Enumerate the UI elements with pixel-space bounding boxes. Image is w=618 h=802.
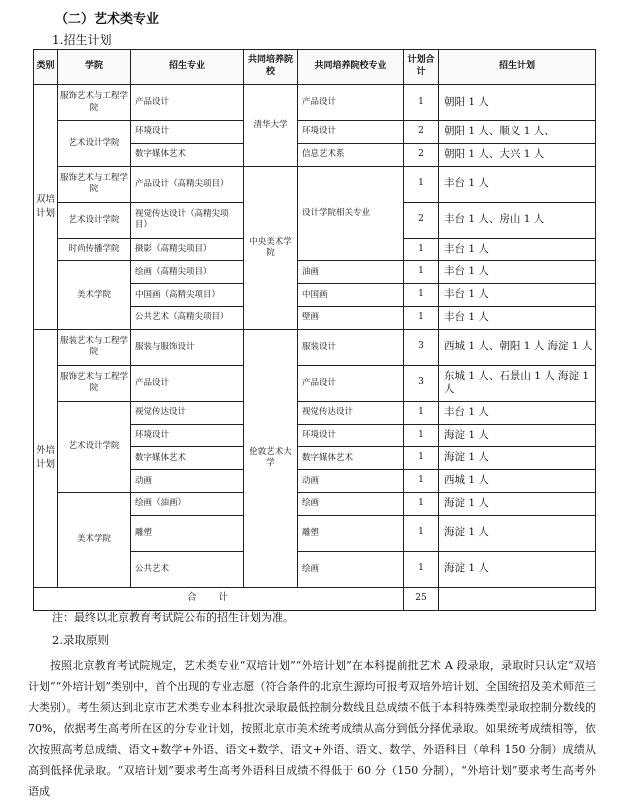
quota-cell: 1 bbox=[404, 515, 439, 551]
table-row bbox=[34, 166, 596, 202]
partner-cell: 伦敦艺术大学 bbox=[244, 329, 298, 587]
college-cell: 艺术设计学院 bbox=[58, 202, 131, 238]
major-cell: 服装与服饰设计 bbox=[131, 329, 244, 365]
college-cell: 服饰艺术与工程学院 bbox=[58, 85, 131, 121]
table-row bbox=[34, 121, 596, 144]
major-cell: 视觉传达设计（高精尖项目） bbox=[131, 202, 244, 238]
total-row bbox=[34, 587, 596, 610]
quota-cell: 1 bbox=[404, 470, 439, 493]
partner-major-cell: 数字媒体艺术 bbox=[298, 447, 404, 470]
major-cell: 数字媒体艺术 bbox=[131, 143, 244, 166]
college-cell: 时尚传播学院 bbox=[58, 238, 131, 261]
partner-cell: 中央美术学院 bbox=[244, 166, 298, 329]
partner-major-cell: 产品设计 bbox=[298, 365, 404, 401]
quota-cell: 2 bbox=[404, 143, 439, 166]
partner-major-cell: 绘画 bbox=[298, 492, 404, 515]
plan-cell: 丰台 1 人、房山 1 人 bbox=[439, 202, 596, 238]
table-row bbox=[34, 329, 596, 365]
total-label: 合计 bbox=[34, 587, 404, 610]
partner-major-cell: 设计学院相关专业 bbox=[298, 166, 404, 261]
header-major: 招生专业 bbox=[131, 50, 244, 85]
major-cell: 中国画（高精尖项目） bbox=[131, 284, 244, 307]
quota-cell: 1 bbox=[404, 306, 439, 329]
table-row bbox=[34, 492, 596, 515]
quota-cell: 1 bbox=[404, 492, 439, 515]
partner-major-cell: 视觉传达设计 bbox=[298, 401, 404, 424]
plan-cell: 丰台 1 人 bbox=[439, 166, 596, 202]
header-partner: 共同培养院校 bbox=[244, 50, 298, 85]
major-cell: 雕塑 bbox=[131, 515, 244, 551]
major-cell: 绘画（高精尖项目） bbox=[131, 261, 244, 284]
partner-major-cell: 动画 bbox=[298, 470, 404, 493]
college-cell: 艺术设计学院 bbox=[58, 401, 131, 492]
plan-cell: 朝阳 1 人、顺义 1 人、 bbox=[439, 121, 596, 144]
quota-cell: 1 bbox=[404, 424, 439, 447]
partner-major-cell: 油画 bbox=[298, 261, 404, 284]
major-cell: 视觉传达设计 bbox=[131, 401, 244, 424]
major-cell: 产品设计 bbox=[131, 85, 244, 121]
quota-cell: 3 bbox=[404, 365, 439, 401]
quota-cell: 1 bbox=[404, 166, 439, 202]
admission-paragraph: 按照北京教育考试院规定，艺术类专业“双培计划”“外培计划”在本科提前批艺术 A 段录取，录取时只认定“双培计划”“外培计划”类别中，首个出现的专业志愿（符合条件的北京生源均可报考双培外培计划、全国统招及美术师范三大类别）。考生须达到北京市艺术类专业本科批次录取最低控制分数线且总成绩不低于本科特殊类型录取控制分数线的 70%，依据考生高考所在区的分专业计划，按照北京市美术统考成绩从高分到低分择优录取。如果统考成绩相等，依次按照高考总成绩、语文+数学+外语、语文+数学、语文+外语、语文、数学、外语科目（单科 150 分制）成绩从高到低择优录取。“双培计划”要求考生高考外语科目成绩不得低于 60 分（150 分制），“外培计划”要求考生高考外语成 bbox=[28, 659, 596, 798]
header-quota: 计划合计 bbox=[404, 50, 439, 85]
quota-cell: 3 bbox=[404, 329, 439, 365]
quota-cell: 1 bbox=[404, 238, 439, 261]
quota-cell: 1 bbox=[404, 85, 439, 121]
table-row bbox=[34, 401, 596, 424]
group-shuangpei: 双培计划 bbox=[34, 85, 58, 330]
quota-cell: 1 bbox=[404, 261, 439, 284]
college-cell: 服装艺术与工程学院 bbox=[58, 329, 131, 365]
subsection-title-plan: 1.招生计划 bbox=[52, 33, 112, 47]
college-cell: 服饰艺术与工程学院 bbox=[58, 365, 131, 401]
major-cell: 产品设计（高精尖项目） bbox=[131, 166, 244, 202]
table-row bbox=[34, 261, 596, 284]
table-row bbox=[34, 365, 596, 401]
college-cell: 美术学院 bbox=[58, 492, 131, 587]
partner-major-cell: 产品设计 bbox=[298, 85, 404, 121]
major-cell: 摄影（高精尖项目） bbox=[131, 238, 244, 261]
partner-major-cell: 中国画 bbox=[298, 284, 404, 307]
plan-cell: 东城 1 人、石景山 1 人 海淀 1 人 bbox=[439, 365, 596, 401]
quota-cell: 1 bbox=[404, 447, 439, 470]
college-cell: 艺术设计学院 bbox=[58, 121, 131, 167]
partner-major-cell: 环境设计 bbox=[298, 424, 404, 447]
college-cell: 服饰艺术与工程学院 bbox=[58, 166, 131, 202]
table-row bbox=[34, 85, 596, 121]
enrollment-plan-table bbox=[33, 49, 596, 611]
quota-cell: 1 bbox=[404, 551, 439, 587]
table-header-row bbox=[34, 50, 596, 85]
plan-cell: 丰台 1 人 bbox=[439, 284, 596, 307]
partner-major-cell: 绘画 bbox=[298, 551, 404, 587]
partner-major-cell: 环境设计 bbox=[298, 121, 404, 144]
header-plan: 招生计划 bbox=[439, 50, 596, 85]
section-title: （二）艺术类专业 bbox=[55, 12, 160, 27]
major-cell: 环境设计 bbox=[131, 424, 244, 447]
header-college: 学院 bbox=[58, 50, 131, 85]
partner-cell: 清华大学 bbox=[244, 85, 298, 167]
major-cell: 动画 bbox=[131, 470, 244, 493]
college-cell: 美术学院 bbox=[58, 261, 131, 329]
subsection-title-admission: 2.录取原则 bbox=[52, 633, 109, 647]
major-cell: 公共艺术（高精尖项目） bbox=[131, 306, 244, 329]
group-waipei: 外培计划 bbox=[34, 329, 58, 587]
major-cell: 环境设计 bbox=[131, 121, 244, 144]
plan-cell: 海淀 1 人 bbox=[439, 424, 596, 447]
plan-cell: 西城 1 人 bbox=[439, 470, 596, 493]
partner-major-cell: 壁画 bbox=[298, 306, 404, 329]
major-cell: 数字媒体艺术 bbox=[131, 447, 244, 470]
plan-cell: 海淀 1 人 bbox=[439, 515, 596, 551]
plan-cell: 海淀 1 人 bbox=[439, 447, 596, 470]
plan-cell: 海淀 1 人 bbox=[439, 551, 596, 587]
partner-major-cell: 服装设计 bbox=[298, 329, 404, 365]
plan-cell: 海淀 1 人 bbox=[439, 492, 596, 515]
quota-cell: 1 bbox=[404, 401, 439, 424]
partner-major-cell: 信息艺术系 bbox=[298, 143, 404, 166]
quota-cell: 1 bbox=[404, 284, 439, 307]
plan-cell: 西城 1 人、朝阳 1 人 海淀 1 人 bbox=[439, 329, 596, 365]
quota-cell: 2 bbox=[404, 202, 439, 238]
plan-cell: 丰台 1 人 bbox=[439, 261, 596, 284]
plan-cell: 丰台 1 人 bbox=[439, 306, 596, 329]
quota-cell: 2 bbox=[404, 121, 439, 144]
major-cell: 产品设计 bbox=[131, 365, 244, 401]
total-plan-empty bbox=[439, 587, 596, 610]
plan-cell: 朝阳 1 人、大兴 1 人 bbox=[439, 143, 596, 166]
header-partner-major: 共同培养院校专业 bbox=[298, 50, 404, 85]
partner-major-cell: 雕塑 bbox=[298, 515, 404, 551]
header-category: 类别 bbox=[34, 50, 58, 85]
major-cell: 绘画（油画） bbox=[131, 492, 244, 515]
footnote: 注：最终以北京教育考试院公布的招生计划为准。 bbox=[52, 611, 294, 624]
major-cell: 公共艺术 bbox=[131, 551, 244, 587]
plan-cell: 丰台 1 人 bbox=[439, 238, 596, 261]
plan-cell: 丰台 1 人 bbox=[439, 401, 596, 424]
total-value: 25 bbox=[404, 587, 439, 610]
plan-cell: 朝阳 1 人 bbox=[439, 85, 596, 121]
